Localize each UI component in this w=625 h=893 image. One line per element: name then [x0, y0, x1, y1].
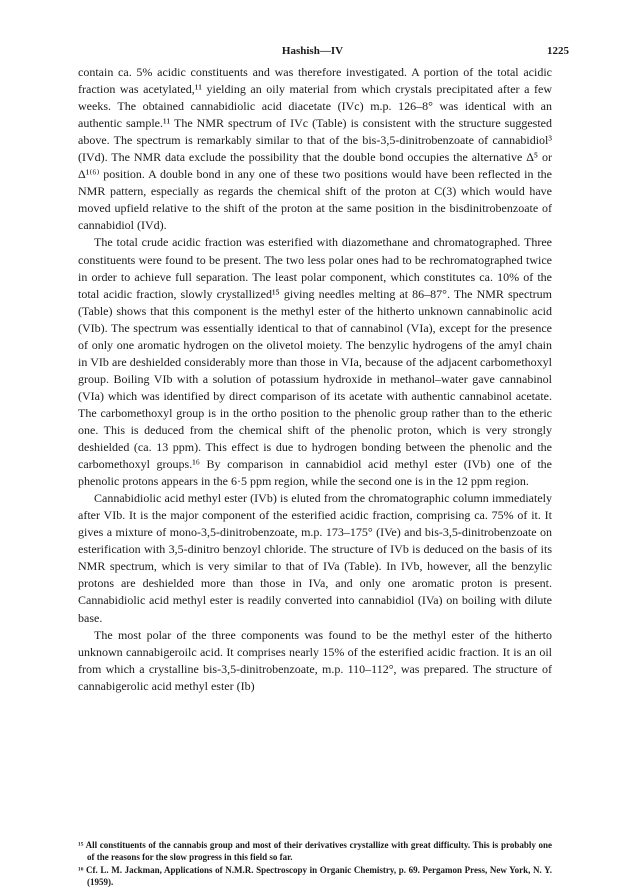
page-number: 1225: [547, 45, 569, 57]
footnotes: [78, 839, 552, 889]
paragraph-4: The most polar of the three components was found to be the methyl ester of the hitherto unknown cannabigeroilc acid. It comprises nearly 15% of the esterified acidic fraction. It is an oil from which a crystalline bis-3,5-dinitrobenzoate, m.p. 110–112°, was prepared. The structure of cannabigerolic acid methyl ester (Ib): [78, 627, 552, 693]
running-title: Hashish—IV: [281, 45, 344, 57]
footnote-15: ¹⁵ All constituents of the cannabis group and most of their derivatives crystallize with great difficulty. This is probably one of the reasons for the slow progress in this field so far.: [78, 840, 552, 863]
footnote-16: ¹⁶ Cf. L. M. Jackman, Applications of N.M.R. Spectroscopy in Organic Chemistry, p. 69. Pergamon Press, New York, N. Y. (1959).: [78, 864, 552, 888]
paragraph-1: contain ca. 5% acidic constituents and was therefore investigated. A portion of the total acidic fraction was acetylated,¹¹ yielding an oily material from which crystals precipitated after a few weeks. The obtained cannabidiolic acid diacetate (IVc) m.p. 126–8° was identical with an authentic sample.¹¹ The NMR spectrum of IVc (Table) is consistent with the structure suggested above. The spectrum is remarkably similar to that of the bis-3,5-dinitrobenzoate of cannabidiol³ (IVd). The NMR data exclude the possibility that the double bond occupies the alternative Δ⁵ or Δ¹⁽⁶⁾ position. A double bond in any one of these two positions would have been reflected in the NMR pattern, especially as regards the chemical shift of the proton at C(3) which would have moved upfield relative to the shift of the proton at the same position in the bisdinitrobenzoate of cannabidiol (IVd).: [78, 65, 552, 233]
paragraph-2: The total crude acidic fraction was esterified with diazomethane and chromatographed. Three constituents were found to be present. The two less polar ones had to be rechromatographed twice in order to achieve full separation. The least polar component, which constitutes ca. 10% of the total acidic fraction, slowly crystallized¹⁵ giving needles melting at 86–87°. The NMR spectrum (Table) shows that this component is the methyl ester of the hitherto unknown cannabinolic acid (VIb). The spectrum was essentially identical to that of cannabinol (VIa), except for the presence of only one aromatic hydrogen on the olivetol moiety. The benzylic hydrogens of the amyl chain in VIb are deshielded considerably more than those in VIa, because of the adjacent carbomethoxyl group. Boiling VIb with a solution of potassium hydroxide in methanol–water gave cannabinol (VIa) which was identified by direct comparison of its acetate with authentic cannabinol acetate. The carbomethoxyl group is in the ortho position to the phenolic group rather than to the etheric one. This is deduced from the chemical shift of the phenolic proton, which is very strongly deshielded (ca. 13 ppm). This effect is due to hydrogen bonding between the phenolic and the carbomethoxyl groups.¹⁶ By comparison in cannabidiol acid methyl ester (IVb) one of the phenolic protons appears in the 6·5 ppm region, while the second one is in the 12 ppm region.: [78, 235, 552, 489]
paragraph-3: Cannabidiolic acid methyl ester (IVb) is eluted from the chromatographic column immediately after VIb. It is the major component of the esterified acidic fraction, comprising ca. 75% of it. It gives a mixture of mono-3,5-dinitrobenzoate, m.p. 173–175° (IVe) and bis-3,5-dinitrobenzoate on esterification with 3,5-dinitro benzoyl chloride. The structure of IVb is deduced on the basis of its NMR spectrum, which is very similar to that of IVa (Table). In IVb, however, all the benzylic protons are deshielded more than those in IVa, and only one aromatic proton is present. Cannabidiolic acid methyl ester is readily converted into cannabidiol (IVa) on boiling with dilute base.: [78, 491, 552, 625]
body-text: [78, 64, 552, 695]
